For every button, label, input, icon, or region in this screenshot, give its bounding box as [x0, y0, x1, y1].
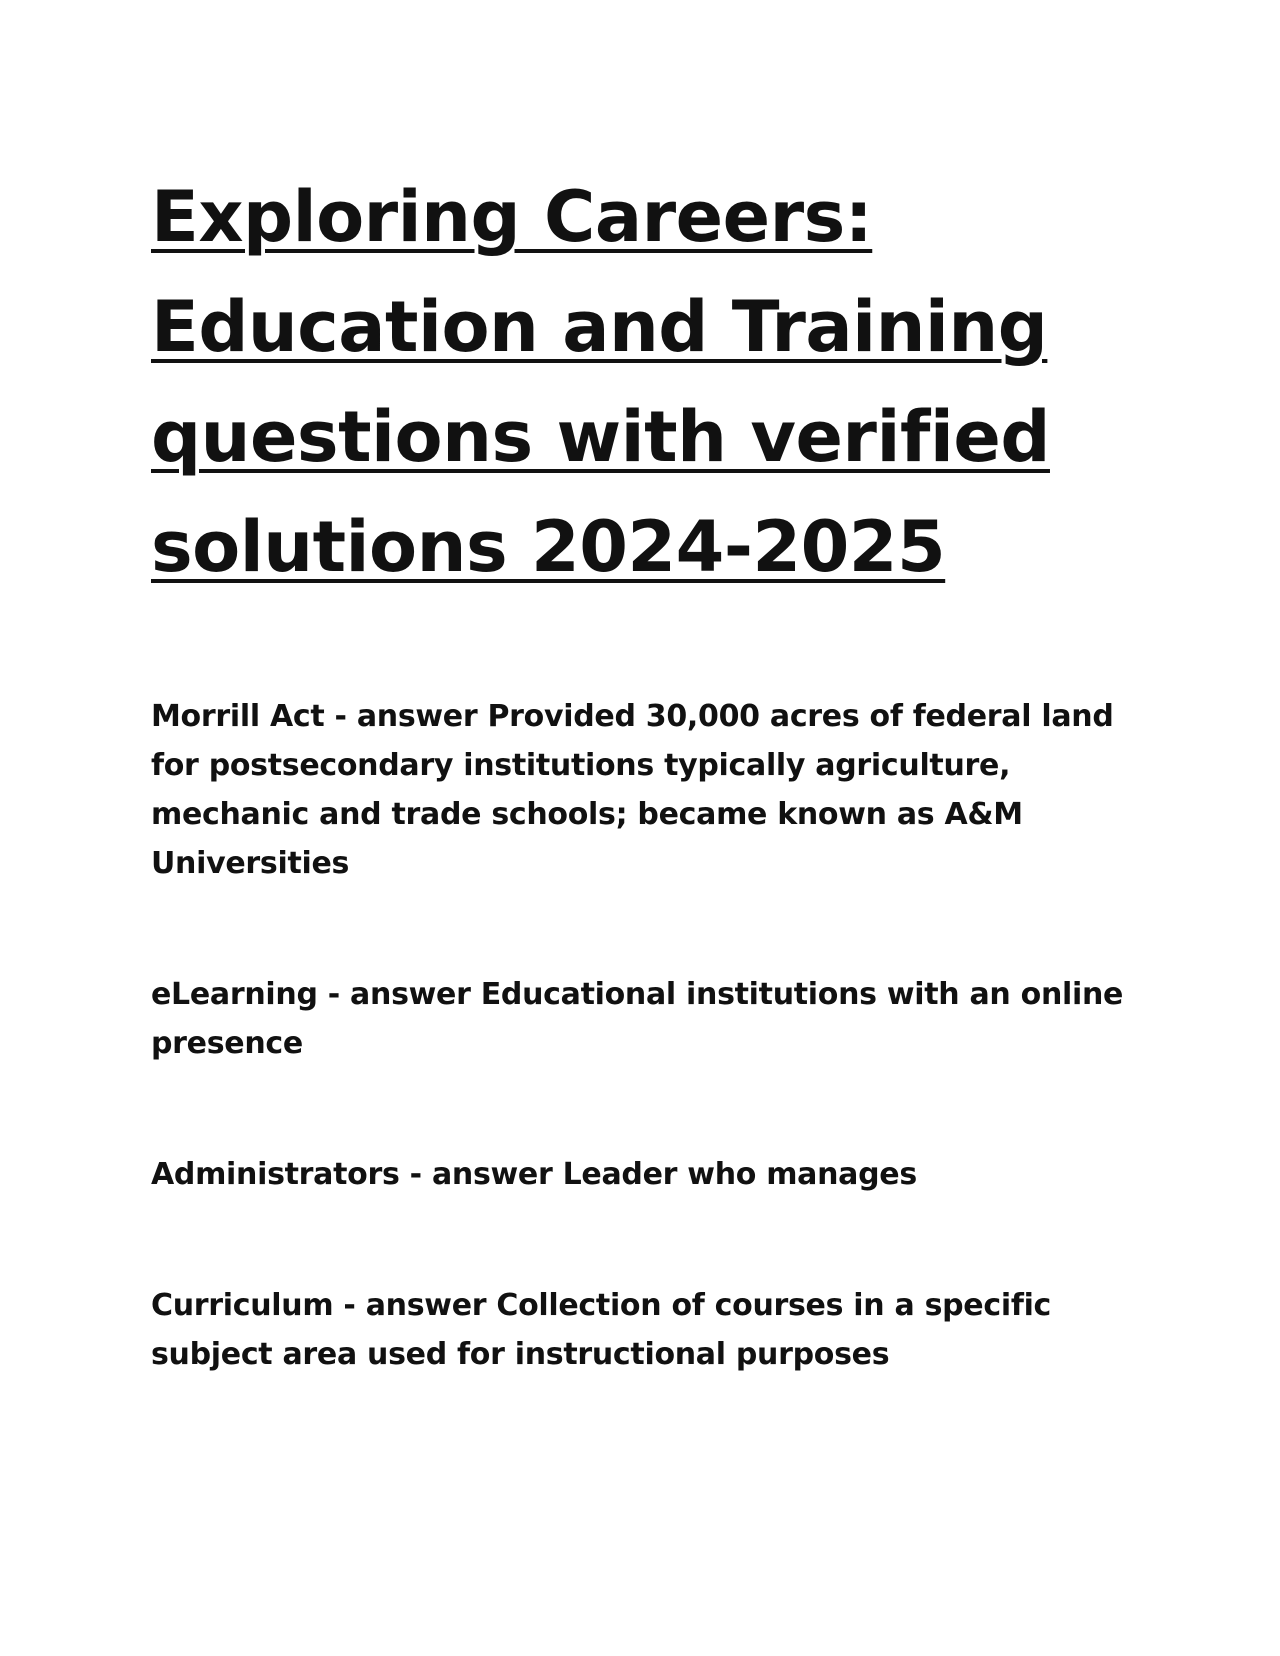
title-line-1: Exploring Careers:: [151, 176, 873, 258]
document-title: [151, 162, 1051, 602]
qa-item-curriculum: Curriculum - answer Collection of courses in a specific subject area used for instructional purposes: [151, 1288, 1052, 1372]
qa-item-administrators: Administrators - answer Leader who manages: [151, 1157, 917, 1192]
qa-list: [151, 692, 1140, 1379]
title-line-3: questions with verified: [151, 396, 1050, 478]
title-line-4: solutions 2024-2025: [151, 506, 946, 588]
qa-item-morrill-act: Morrill Act - answer Provided 30,000 acres of federal land for postsecondary institutions typically agriculture, mechanic and trade schools; became known as A&M Universities: [151, 699, 1114, 881]
qa-item-elearning: eLearning - answer Educational institutions with an online presence: [151, 977, 1124, 1061]
title-line-2: Education and Training: [151, 286, 1048, 368]
